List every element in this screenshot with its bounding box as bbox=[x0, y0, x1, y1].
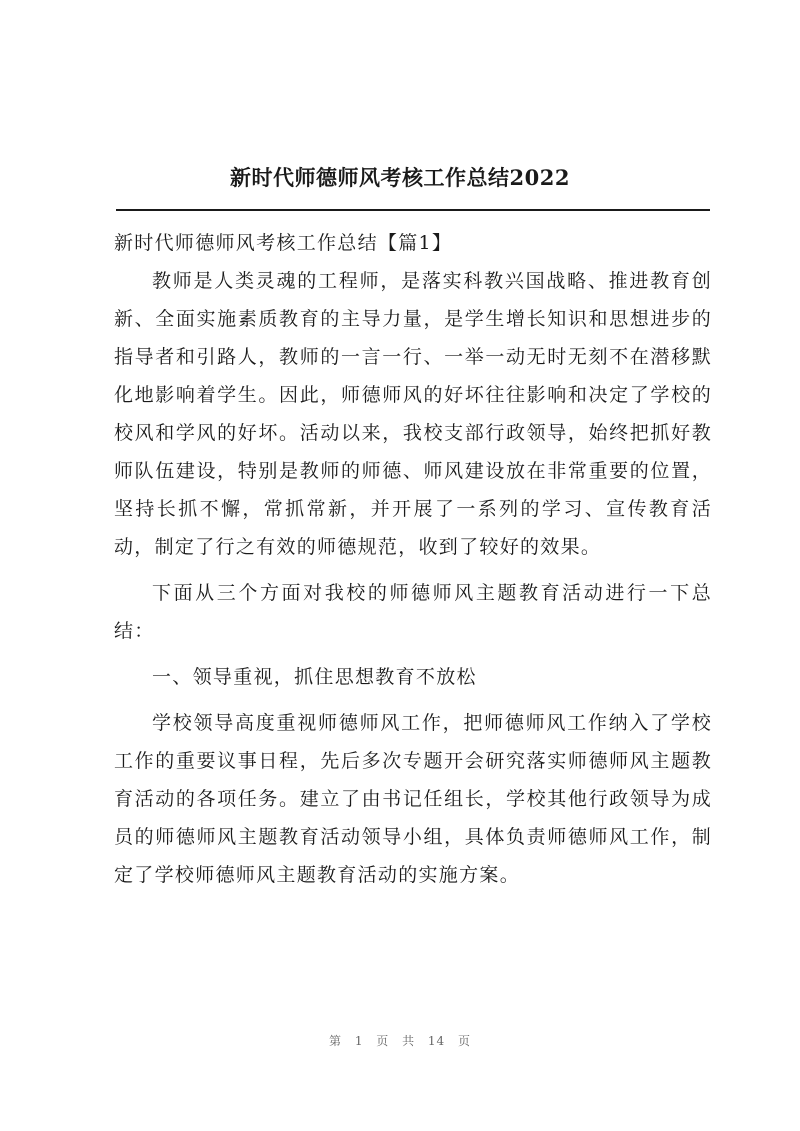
document-title: 新时代师德师风考核工作总结2022 bbox=[230, 165, 570, 190]
section-heading: 新时代师德师风考核工作总结【篇1】 bbox=[114, 232, 453, 254]
paragraph-2: 下面从三个方面对我校的师德师风主题教育活动进行一下总结： bbox=[114, 582, 712, 642]
paragraph-3: 学校领导高度重视师德师风工作，把师德师风工作纳入了学校工作的重要议事日程，先后多次专题开会研究落实师德师风主题教育活动的各项任务。建立了由书记任组长，学校其他行政领导为成员的师德师风主题教育活动领导小组，具体负责师德师风工作，制定了学校师德师风主题教育活动的实施方案。 bbox=[114, 712, 712, 886]
page-footer: 第 1 页 共 14 页 bbox=[329, 1034, 471, 1048]
document-body bbox=[114, 224, 712, 894]
paragraph-1: 教师是人类灵魂的工程师，是落实科教兴国战略、推进教育创新、全面实施素质教育的主导力量，是学生增长知识和思想进步的指导者和引路人，教师的一言一行、一举一动无时无刻不在潜移默化地影响着学生。因此，师德师风的好坏往往影响和决定了学校的校风和学风的好坏。活动以来，我校支部行政领导，始终把抓好教师队伍建设，特别是教师的师德、师风建设放在非常重要的位置，坚持长抓不懈，常抓常新，并开展了一系列的学习、宣传教育活动，制定了行之有效的师德规范，收到了较好的效果。 bbox=[114, 270, 712, 558]
title-divider bbox=[116, 209, 710, 211]
subsection-heading: 一、领导重视，抓住思想教育不放松 bbox=[152, 666, 477, 688]
